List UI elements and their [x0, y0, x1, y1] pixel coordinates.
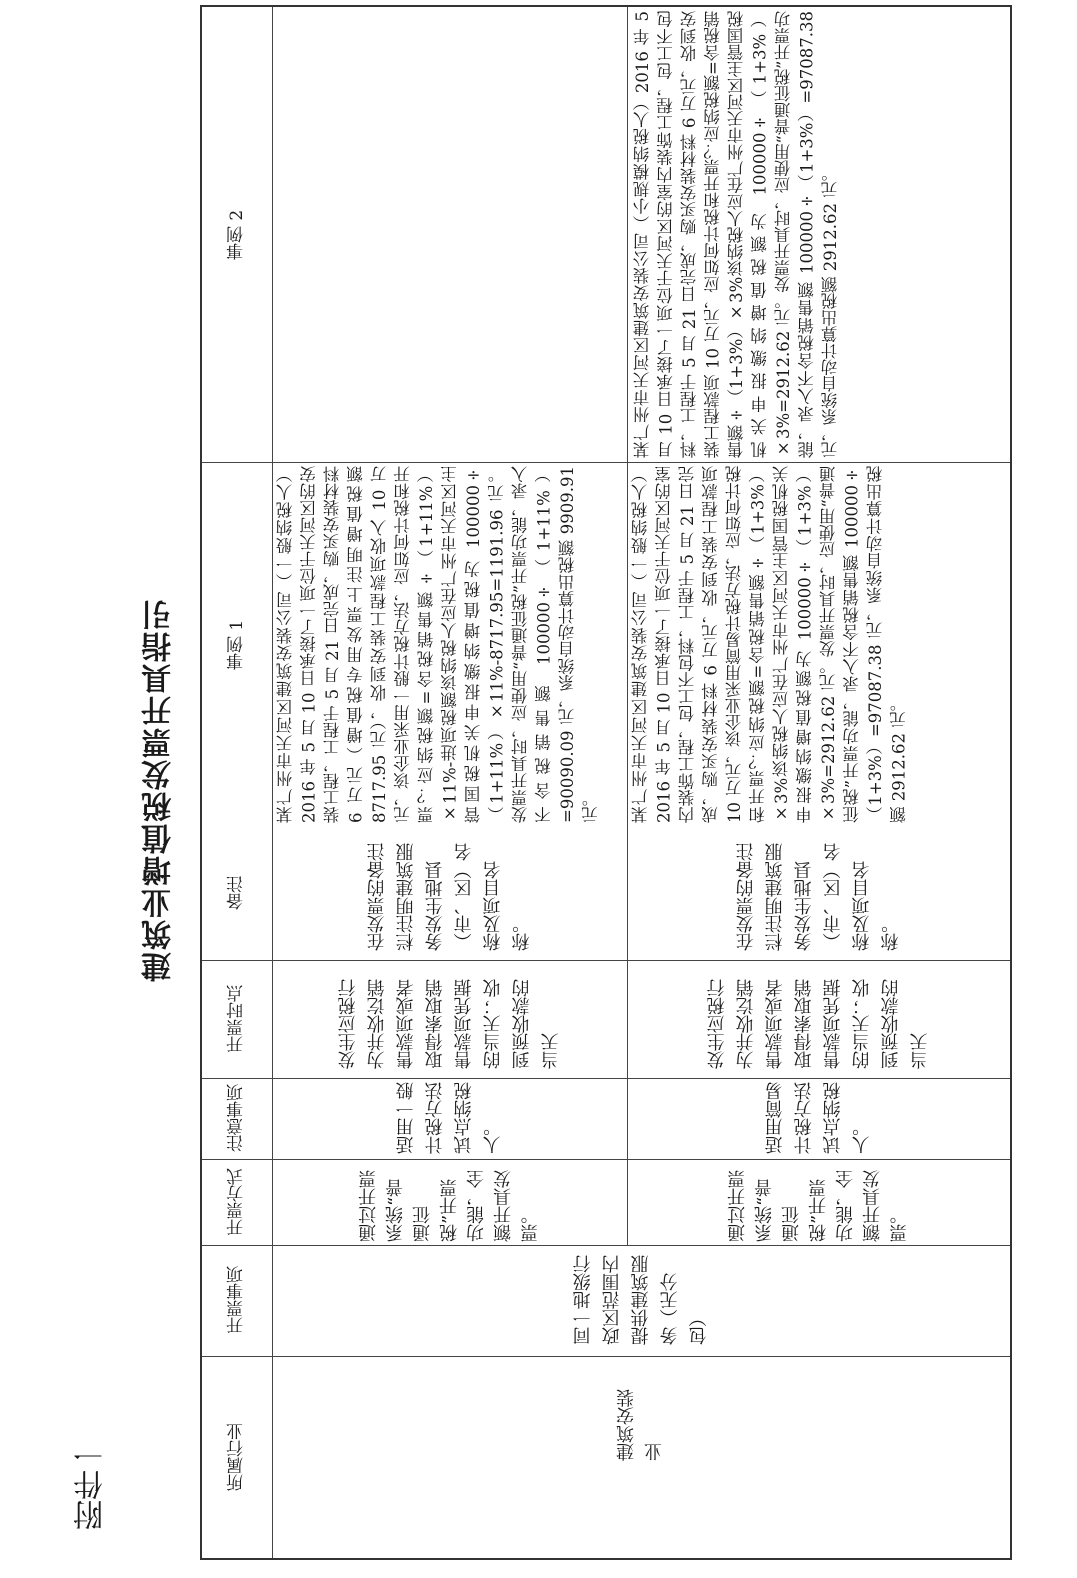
header-timing: 开票时点 — [227, 985, 247, 1053]
row1-remark-text: 在发票的备注栏注明建筑服务发生地县（市、区）名称及项目名称。 — [366, 843, 533, 951]
header-item: 开票事项 — [227, 1266, 247, 1335]
row2-method — [627, 1159, 1010, 1245]
document-title: 建筑业增值税发票开具指引 — [142, 598, 177, 982]
header-example-2: 事例 2 — [227, 209, 247, 260]
row2-remark-text: 在发票的备注栏注明建筑服务发生地县（市、区）名称及项目名称。 — [735, 843, 902, 951]
row2-timing-text: 发生应税行为并收讫销售款项或者取得索取销售款项凭据的当天；收到预收款的当天 — [706, 979, 931, 1069]
row1-timing-text: 发生应税行为并收讫销售款项或者取得索取销售款项凭据的当天；收到预收款的当天 — [337, 979, 562, 1069]
row2-example-1: 某广州市天河区建筑安装公司（一般纳税人）2016 年 5 月 10 日承接了一项位于天河区的室内装饰工程，包工不包料，工程于 5 月 21 日完成，购买安装材料 6 万元，收到安装工程款项 10 万元，该企业采用简易计税方法，应如何计税和开票？应纳税额=含税销售额÷（1+3%）×3%该纳税人应在广州市天河区主管国税机关申报缴纳增值税额为 100000÷（1+3%）×3%=2912.62 元。发票开具时，应使用“普通征税”开票功能，录入不含税销售额 100000÷（1+3%）=97087.38 元，系统自动计算出税额 2912.62 元。 — [631, 466, 909, 823]
row2-method-text: 通过开票系统“普通征税”开票功能，全额开具发票。 — [727, 1170, 910, 1242]
row2-remark — [627, 827, 1010, 960]
industry-text: 建筑安装业 — [616, 1389, 665, 1461]
row1-method — [272, 1159, 627, 1245]
item-cell — [272, 1245, 1010, 1356]
guide-table — [200, 5, 1012, 1560]
header-notes: 注意事项 — [227, 1084, 247, 1153]
header-method: 开票方式 — [227, 1168, 247, 1236]
row1-timing — [272, 960, 627, 1078]
industry-cell — [272, 1356, 1010, 1558]
item-text: 同一地级行政区范围内提供建筑服务（无分包） — [572, 1255, 710, 1346]
row1-remark — [272, 827, 627, 960]
row2-notes — [627, 1078, 1010, 1159]
header-example-1: 事例 1 — [227, 619, 247, 670]
row1-example-2: 某广州市天河区建筑安装公司（小规模纳税人）2016 年 5 月 10 日承接了一项位于天河区的室内装饰工程，包工不包料，工程于 5 月 21 日完成，购买安装材料 6 万元，收到安装工程款项 10 万元，应如何计税和开票？应纳税额=含税销售额÷（1+3%）×3%该纳税人应在广州市天河区主管国税机关申报缴纳增值税额为 100000÷（1+3%）×3%=2912.62 元。发票开具时，应使用“普通征税”开票功能，录入不含税销售额 100000÷（1+3%）=97087.38 元，系统自动计算出税额 2912.62 元。 — [633, 11, 840, 458]
header-remark: 备注 — [227, 876, 247, 911]
row1-notes — [272, 1078, 627, 1159]
row1-method-text: 通过开票系统“普通征税”开票功能，全额开具发票。 — [358, 1170, 541, 1242]
row1-notes-text: 适用一般计税方法试点纳税人。 — [395, 1082, 504, 1155]
row1-example-1: 某广州市天河区建筑安装公司（一般纳税人）2016 年 5 月 10 日承接了一项位于天河区的安装工程，工程于 5 月 21 日完成，购买安装材料 6 万元（增值税专用发票上注明增值税额 8717.95 元），收到安装工程款项收入 10 万元，该企业采用一般计税方法，应如何计税和开票？应纳税额=含税销售额÷（1+11%）×11%-进项税额该纳税人应在广州市天河区主管国税机关申报缴纳增值税为 100000÷（1+11%）×11%-8717.95=1191.96 元。发票开具时，应使用“普通征税”开票功能，录入不含税销售额 100000÷（1+11%）=90090.09 元，系统自动计算出税额 9909.91 元。 — [276, 466, 601, 823]
attachment-label: 附件一 — [74, 1440, 109, 1530]
header-industry: 所属行业 — [227, 1423, 247, 1491]
row2-timing — [627, 960, 1010, 1078]
row2-notes-text: 适用简易计税方法试点纳税人。 — [764, 1082, 873, 1155]
